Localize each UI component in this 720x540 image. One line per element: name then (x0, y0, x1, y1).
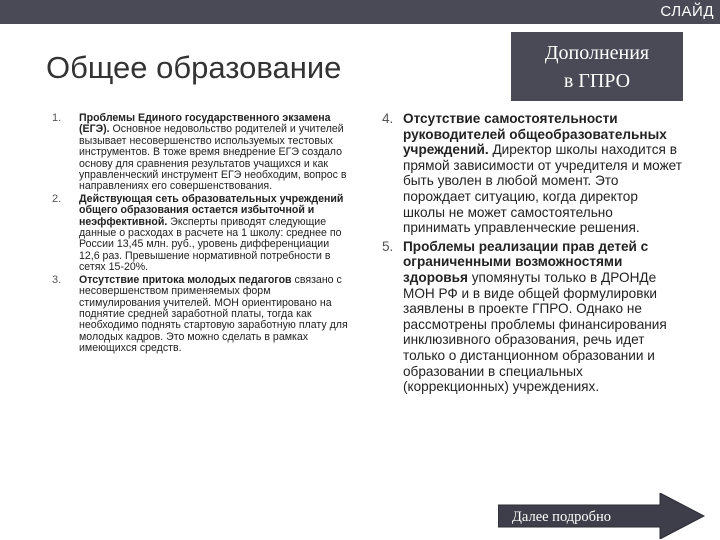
additions-badge (511, 32, 683, 101)
badge-line-2: в ГПРО (563, 69, 631, 92)
next-details-button[interactable] (498, 493, 706, 539)
top-bar (0, 0, 720, 24)
item-heading: Действующая сеть образовательных учреждений общего образования остается избыточной и неэффективной. (79, 192, 344, 228)
list-item (382, 239, 682, 395)
item-text: Директор школы находится в прямой зависимости от учредителя и может быть уволен в любой момент. Это порождает ситуацию, когда директор школы не может самостоятельно принимать управленческие решения. (403, 142, 682, 236)
item-heading: Проблемы реализации прав детей с ограниченными возможностями здоровья (403, 238, 649, 285)
item-heading: Отсутствие самостоятельности руководителей общеобразовательных учреждений. (403, 111, 667, 158)
item-heading: Проблемы Единого государственного экзамена (ЕГЭ). (79, 112, 331, 136)
list-item (382, 111, 682, 236)
list-item (52, 194, 352, 274)
item-number: 5. (382, 238, 394, 254)
list-item (52, 113, 352, 193)
item-number: 2. (52, 192, 62, 205)
badge-line-1: Дополнения (544, 41, 650, 64)
slide-label: СЛАЙД (660, 3, 714, 20)
left-problem-list (52, 113, 352, 355)
next-details-label: Далее подробно (512, 509, 612, 525)
item-text: упомянуты только в ДРОНДе МОН РФ и в виде общей формулировки заявлены в проекте ГПРО. Однако не рассмотрены проблемы финансирования инклюзивного образования, речь идет только о дистанционном образовании и образовании в специальных (коррекционных) учреждениях. (403, 269, 667, 395)
item-text: связано с несовершенством применяемых форм стимулирования учителей. МОН ориентировано на поднятие средней заработной платы, тогда как необходимо поднять стартовую заработную плату для молодых кадров. Это можно сделать в рамках имеющихся средств. (79, 273, 348, 355)
item-number: 4. (382, 111, 394, 126)
right-problem-list (382, 111, 682, 395)
item-heading: Отсутствие притока молодых педагогов (79, 273, 292, 286)
item-number: 1. (52, 112, 62, 124)
item-number: 3. (52, 273, 62, 286)
item-text: Основное недовольство родителей и учителей вызывает несовершенство используемых тестовых инструментов. В тоже время внедрение ЕГЭ создало основу для сравнения результатов учащихся и как управленческий инструмент ЕГЭ необходим, вопрос в направлениях его совершенствования. (79, 123, 347, 193)
list-item (52, 275, 352, 355)
item-text: Эксперты приводят следующие данные о расходах в расчете на 1 школу: среднее по России 13,45 млн. руб., уровень дифференциации 12,6 раз. Превышение нормативной потребности в сетях 15-20%. (79, 215, 342, 274)
page-title: Общее образование (46, 50, 342, 85)
